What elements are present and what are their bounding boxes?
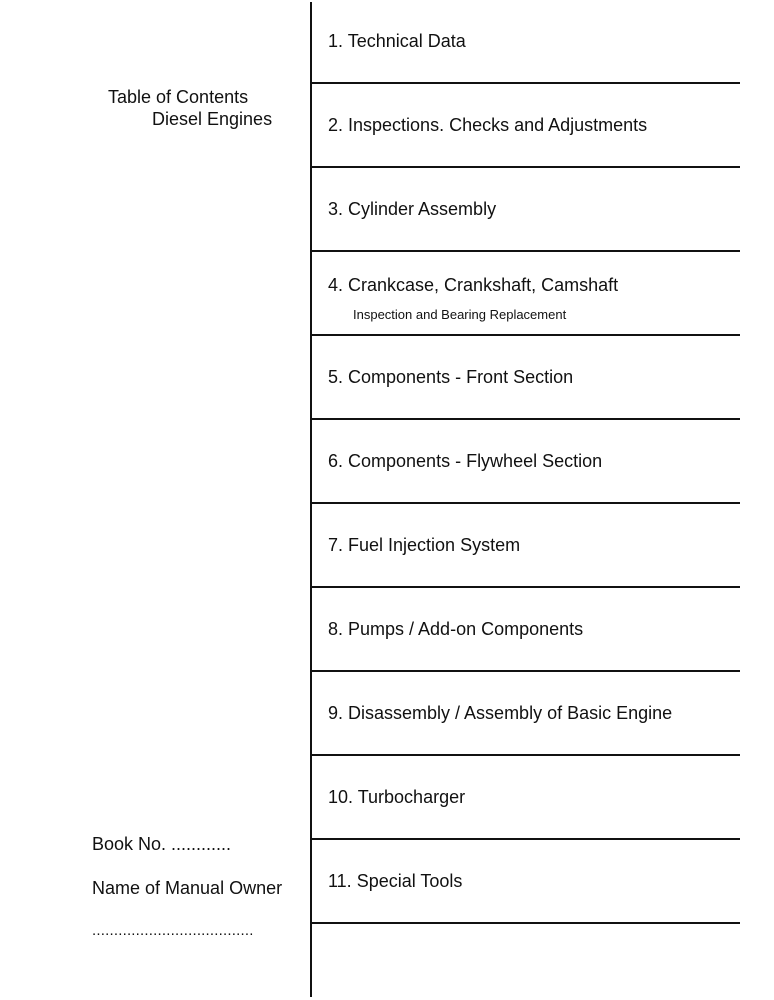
toc-subtitle: Diesel Engines bbox=[152, 109, 273, 129]
section-row-2 bbox=[312, 84, 740, 168]
toc-title: Table of Contents bbox=[108, 87, 249, 107]
section-subtitle-4: Inspection and Bearing Replacement bbox=[353, 307, 567, 322]
section-row-7 bbox=[312, 504, 740, 588]
manual-owner-blank: ..................................... bbox=[92, 922, 254, 939]
manual-owner-label: Name of Manual Owner bbox=[92, 878, 283, 898]
section-title-8: 8. Pumps / Add-on Components bbox=[328, 619, 584, 639]
section-title-9: 9. Disassembly / Assembly of Basic Engine bbox=[328, 703, 673, 723]
section-title-4: 4. Crankcase, Crankshaft, Camshaft bbox=[328, 275, 619, 295]
left-panel bbox=[0, 0, 311, 1000]
book-number-label: Book No. ............ bbox=[92, 834, 232, 854]
section-row-6 bbox=[312, 420, 740, 504]
section-title-3: 3. Cylinder Assembly bbox=[328, 199, 497, 219]
section-row-10 bbox=[312, 756, 740, 840]
section-title-7: 7. Fuel Injection System bbox=[328, 535, 521, 555]
section-row-11 bbox=[312, 840, 740, 924]
section-row-1 bbox=[312, 0, 740, 84]
section-title-11: 11. Special Tools bbox=[328, 871, 463, 891]
section-row-3 bbox=[312, 168, 740, 252]
section-row-9 bbox=[312, 672, 740, 756]
section-row-5 bbox=[312, 336, 740, 420]
section-title-10: 10. Turbocharger bbox=[328, 787, 466, 807]
section-row-4 bbox=[312, 252, 740, 336]
section-title-6: 6. Components - Flywheel Section bbox=[328, 451, 603, 471]
section-title-2: 2. Inspections. Checks and Adjustments bbox=[328, 115, 648, 135]
section-row-8 bbox=[312, 588, 740, 672]
section-title-1: 1. Technical Data bbox=[328, 31, 466, 51]
section-list bbox=[312, 0, 740, 924]
section-title-5: 5. Components - Front Section bbox=[328, 367, 574, 387]
